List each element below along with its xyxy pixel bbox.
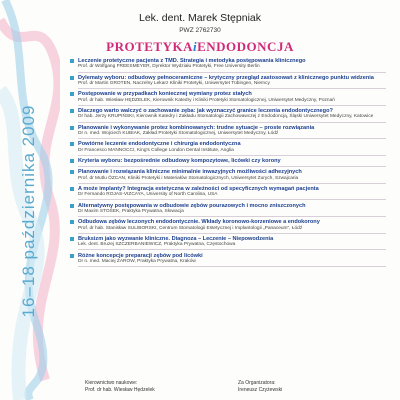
program-topic: Postępowanie w przypadkach koniecznej wymiany protez stałych <box>78 91 252 98</box>
divider <box>78 249 386 250</box>
program-speaker: Prof. dr Mutlu ÖZCAN, Kliniki Protetyki i Materiałów Stomatologicznych, Uniwersytet Zurych, Szwajcaria <box>78 175 299 181</box>
bullet-icon <box>70 254 74 258</box>
program-item <box>70 253 386 268</box>
program-topic: Kryteria wyboru: bezpośrednie odbudowy kompozytowe, licówki czy korony <box>78 158 281 165</box>
bullet-icon <box>70 109 74 113</box>
event-title-joiner: i <box>192 39 198 54</box>
program-item <box>70 141 386 156</box>
program-speaker: Prof. dr Martin GROTEN, Naczelny Lekarz Kliniki Protetyki, Uniwersytet Tübingen, Niemcy <box>78 81 270 87</box>
program-topic: Planowanie i rozwiązania kliniczne minimalnie inwazyjnych możliwości adhezyjnych <box>78 169 302 176</box>
event-title <box>0 39 400 55</box>
bullet-icon <box>70 142 74 146</box>
program-item <box>70 169 386 184</box>
program-topic: Powtórne leczenie endodontyczne i chirurgia endodontyczna <box>78 141 241 148</box>
left-name: Prof. dr hab. Wiesław Hędzelek <box>85 387 155 393</box>
event-title-part1: PROTETYKA <box>106 39 193 54</box>
program-topic: Dylematy wyboru: odbudowy pełnoceramiczne – krytyczny przegląd zastosowań z klinicznego punktu widzenia <box>78 74 374 81</box>
program-speaker: Dr Maxim STOŠEK, Praktyka Prywatna, Słowacja <box>78 209 184 214</box>
program-item <box>70 219 386 234</box>
program-speaker: Lek. dent. Bruzej SZCZERBANIEWICZ, Praktyka Prywatna, Częstochowa <box>78 242 236 248</box>
license-number: PWZ 2762730 <box>179 27 221 34</box>
divider <box>78 88 386 89</box>
program-item <box>70 203 386 218</box>
event-title-part2: ENDODONCJA <box>197 39 294 54</box>
bullet-icon <box>70 92 74 96</box>
program-speaker: Dr Fernando ROJAS-VIZCAYA, University of North Carolina, USA <box>78 192 218 198</box>
program-speaker: Dr n. med. Maciej ŻAROW, Praktyka Prywatna, Kraków <box>78 259 196 265</box>
divider <box>78 166 386 167</box>
bullet-icon <box>70 187 74 191</box>
event-date-vertical: 16–18 października 2009 <box>19 104 38 318</box>
program-topic: Planowanie i wykonywanie protez kombinowanych: trudne sytuacje – proste rozwiązania <box>78 124 315 131</box>
program-topic: Różne koncepcje preparacji zębów pod licówki <box>78 252 203 259</box>
program-topic: Bruksizm jako wyzwanie kliniczne. Diagnoza – Leczenie – Niepowodzenia <box>78 235 274 242</box>
program-topic: A może implanty? Integracja estetyczna w zależności od specyficznych wymagań pacjenta <box>78 185 319 192</box>
divider <box>78 105 386 106</box>
program-topic: Leczenie protetyczne pacjenta z TMD. Strategia i metodyka postępowania klinicznego <box>78 58 306 64</box>
program-speaker: Dr n. med. Wojciech KUBIAK, Zakład Protetyki Stomatologicznej, Uniwersytet Medyczny, Łódź <box>78 131 279 137</box>
program-topic: Dlaczego warto walczyć o zachowanie zęba: jak wyznaczyć granice leczenia endodontycznego? <box>78 108 333 115</box>
participant-name: Lek. dent. Marek Stępniak <box>139 12 261 24</box>
program-speaker: Prof. dr Wolfgang FREESMEYER, Dyrektor Wydziału Protetyki, Free University Berlin <box>78 64 260 70</box>
divider <box>78 199 386 200</box>
program-topic: Alternatywny postępowania w odbudowie zębów pourazowych i mocno zniszczonych <box>78 202 306 209</box>
divider <box>78 266 386 267</box>
divider <box>78 155 386 156</box>
right-name: Ireneusz Czyżewski <box>238 387 283 393</box>
divider <box>78 122 386 123</box>
program-item <box>70 158 386 167</box>
left-heading: Kierownictwo naukowe: <box>85 380 138 386</box>
bullet-icon <box>70 159 74 163</box>
divider <box>78 183 386 184</box>
divider <box>78 233 386 234</box>
program-list <box>70 58 386 269</box>
program-speaker: Dr Francesco MANNOCCI, King's College London Dental Institute, Anglia <box>78 147 234 153</box>
program-item <box>70 108 386 123</box>
signature-left <box>85 380 155 394</box>
bullet-icon <box>70 59 74 63</box>
divider <box>78 216 386 217</box>
program-item <box>70 75 386 90</box>
program-item <box>70 186 386 201</box>
program-item <box>70 125 386 140</box>
program-speaker: Prof. dr hab. Stanisław SULIBORSKI, Centrum Stomatologii Estetycznej i Implantologii „Panaceum”, Łódź <box>78 225 303 231</box>
program-speaker: Prof. dr hab. Wiesław HĘDZELEK, Kierownik Katedry i Kliniki Protetyki Stomatologicznej, Uniwersytet Medyczny, Poznań <box>78 97 335 103</box>
bullet-icon <box>70 220 74 224</box>
right-heading: Za Organizatora: <box>238 380 276 386</box>
bullet-icon <box>70 126 74 130</box>
divider <box>78 138 386 139</box>
program-speaker: Dr hab. Jerzy KRUPIŃSKI, Kierownik Katedry i Zakładu Stomatologii Zachowawczej z Endodoncją, Śląski Uniwersytet Medyczny, Katowice <box>78 114 374 120</box>
program-item <box>70 236 386 251</box>
program-topic: Odbudowa zębów leczonych endodontycznie. Wkłady koronowo-korzeniowe a endokorony <box>78 219 320 226</box>
bullet-icon <box>70 237 74 241</box>
divider <box>78 72 386 73</box>
program-item <box>70 58 386 73</box>
signature-right <box>238 380 282 394</box>
bullet-icon <box>70 76 74 80</box>
program-item <box>70 91 386 106</box>
bullet-icon <box>70 170 74 174</box>
bullet-icon <box>70 204 74 208</box>
